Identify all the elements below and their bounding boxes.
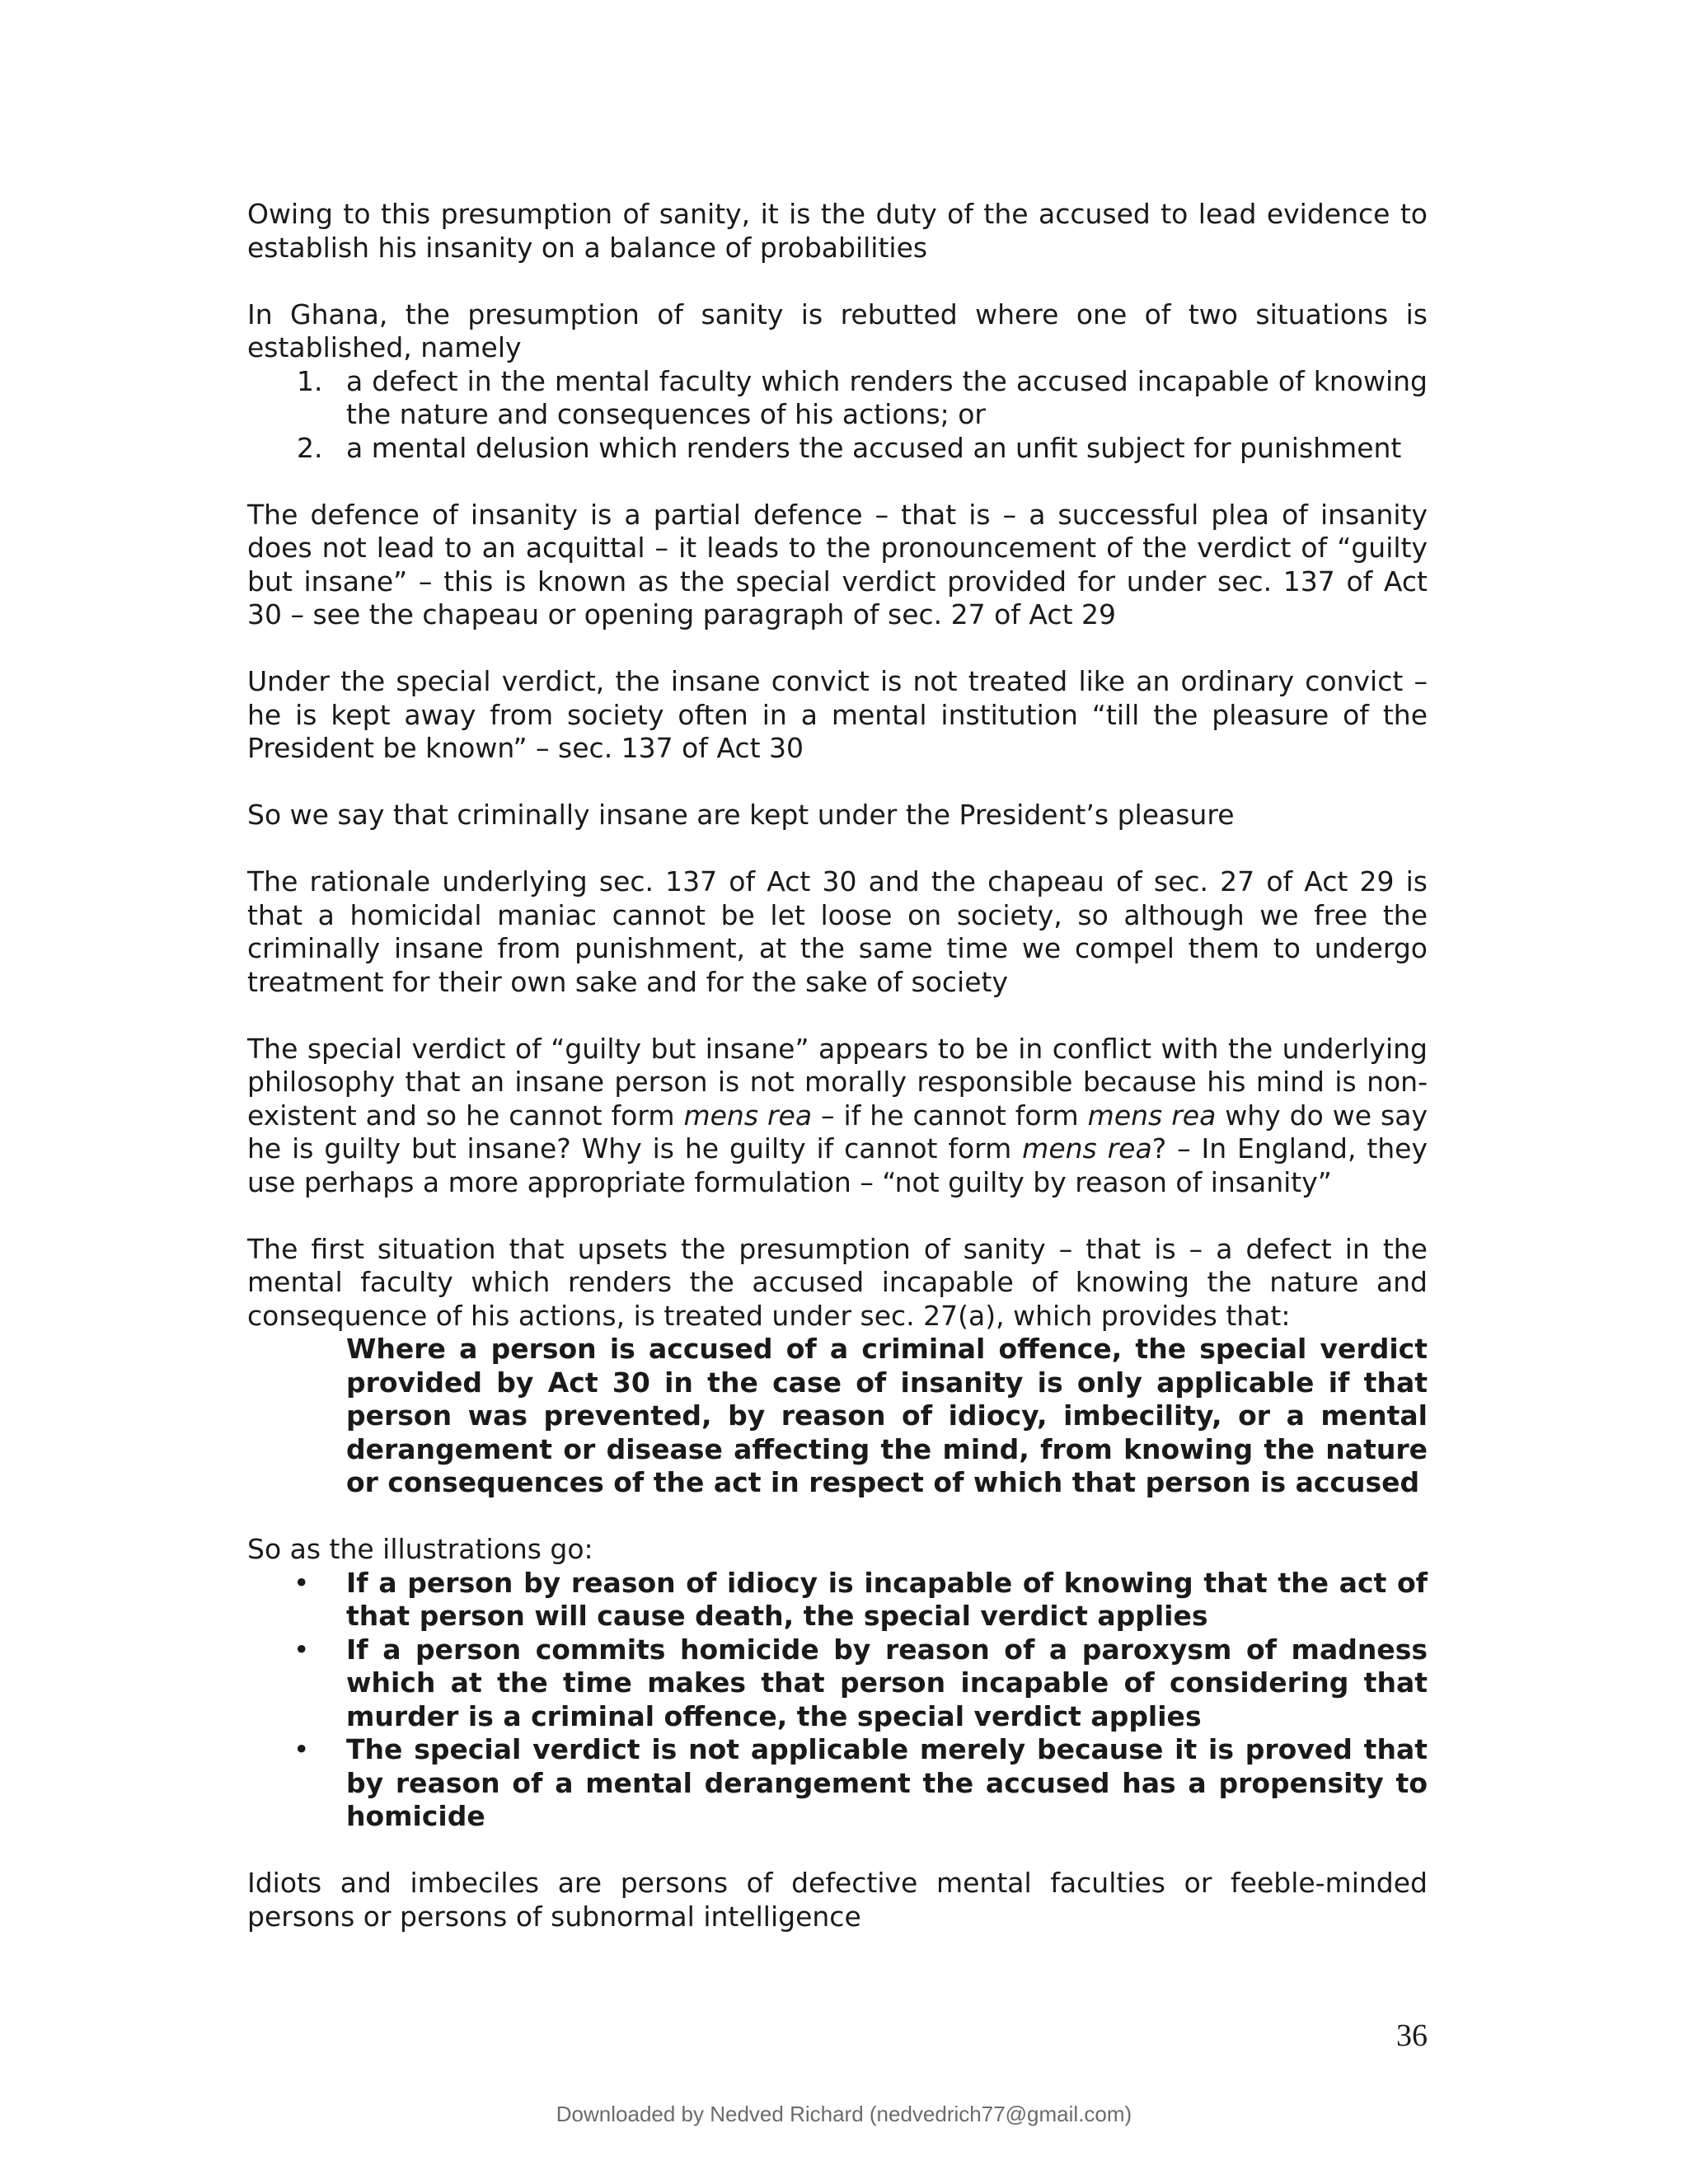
italic-term: mens rea xyxy=(1087,1099,1217,1132)
text-run: why do we say he is guilty but insane? Why is he guilty if cannot form xyxy=(247,1099,1428,1165)
paragraph-presumption-duty: Owing to this presumption of sanity, it is the duty of the accused to lead evidence to establish his insanity on a balance of probabilities xyxy=(247,198,1428,264)
page-body xyxy=(247,198,1428,1967)
numbered-list-situations xyxy=(247,365,1428,466)
paragraph-special-verdict: Under the special verdict, the insane convict is not treated like an ordinary convict – he is kept away from society often in a mental institution “till the pleasure of the President be known” – sec. 137 of Act 30 xyxy=(247,665,1428,764)
italic-term: mens rea xyxy=(1022,1132,1152,1165)
list-number: 2. xyxy=(297,431,323,464)
paragraph-idiots-imbeciles: Idiots and imbeciles are persons of defective mental faculties or feeble-minded persons or persons of subnormal intelligence xyxy=(247,1867,1428,1933)
paragraph-presidents-pleasure: So we say that criminally insane are kept under the President’s pleasure xyxy=(247,799,1235,831)
illustrations-list xyxy=(247,1567,1428,1834)
text-run: – if he cannot form xyxy=(812,1099,1088,1132)
list-item-text: If a person by reason of idiocy is incapable of knowing that the act of that person will cause death, the special verdict applies xyxy=(346,1566,1428,1632)
text-run: The special verdict of “guilty but insane” appears to be in conflict with the underlying philosophy that an insane person is not morally responsible because his mind is non-existent and so he cannot form xyxy=(247,1032,1428,1132)
bullet-icon: • xyxy=(293,1633,310,1666)
list-item xyxy=(247,365,1428,432)
paragraph-illustrations-intro: So as the illustrations go: xyxy=(247,1533,593,1565)
list-number: 1. xyxy=(297,364,323,397)
list-item-text: a mental delusion which renders the accused an unfit subject for punishment xyxy=(346,431,1402,464)
list-item xyxy=(247,432,1428,466)
list-item xyxy=(247,1567,1428,1633)
paragraph-ghana-presumption: In Ghana, the presumption of sanity is rebutted where one of two situations is established, namely xyxy=(247,298,1428,363)
page-number: 36 xyxy=(1396,2018,1428,2053)
download-footer: Downloaded by Nedved Richard (nedvedrich77@gmail.com) xyxy=(556,2102,1132,2126)
list-item xyxy=(247,1733,1428,1834)
list-item-text: a defect in the mental faculty which renders the accused incapable of knowing the nature and consequences of his actions; or xyxy=(346,364,1428,430)
list-item-text: If a person commits homicide by reason of a paroxysm of madness which at the time makes that person incapable of considering that murder is a criminal offence, the special verdict applies xyxy=(346,1633,1428,1732)
italic-term: mens rea xyxy=(683,1099,813,1132)
statute-quote: Where a person is accused of a criminal offence, the special verdict provided by Act 30 in the case of insanity is only applicable if that person was prevented, by reason of idiocy, imbecility, or a mental derangement or disease affecting the mind, from knowing the nature or consequences of the act in respect of which that person is accused xyxy=(346,1333,1428,1498)
paragraph-first-situation: The first situation that upsets the presumption of sanity – that is – a defect in the mental faculty which renders the accused incapable of knowing the nature and consequence of his actions, is treated under sec. 27(a), which provides that: xyxy=(247,1232,1428,1332)
paragraph-partial-defence: The defence of insanity is a partial defence – that is – a successful plea of insanity does not lead to an acquittal – it leads to the pronouncement of the verdict of “guilty but insane” – this is known as the special verdict provided for under sec. 137 of Act 30 – see the chapeau or opening paragraph of sec. 27 of Act 29 xyxy=(247,498,1428,630)
paragraph-conflict xyxy=(247,1033,1428,1200)
paragraph-rationale: The rationale underlying sec. 137 of Act 30 and the chapeau of sec. 27 of Act 29 is that a homicidal maniac cannot be let loose on society, so although we free the criminally insane from punishment, at the same time we compel them to undergo treatment for their own sake and for the sake of society xyxy=(247,865,1428,998)
list-item xyxy=(247,1633,1428,1734)
list-item-text: The special verdict is not applicable merely because it is proved that by reason of a mental derangement the accused has a propensity to homicide xyxy=(346,1733,1428,1832)
text-run: ? – In England, they use perhaps a more appropriate formulation – “not guilty by reason of insanity” xyxy=(247,1132,1428,1198)
bullet-icon: • xyxy=(293,1566,310,1599)
bullet-icon: • xyxy=(293,1733,310,1765)
